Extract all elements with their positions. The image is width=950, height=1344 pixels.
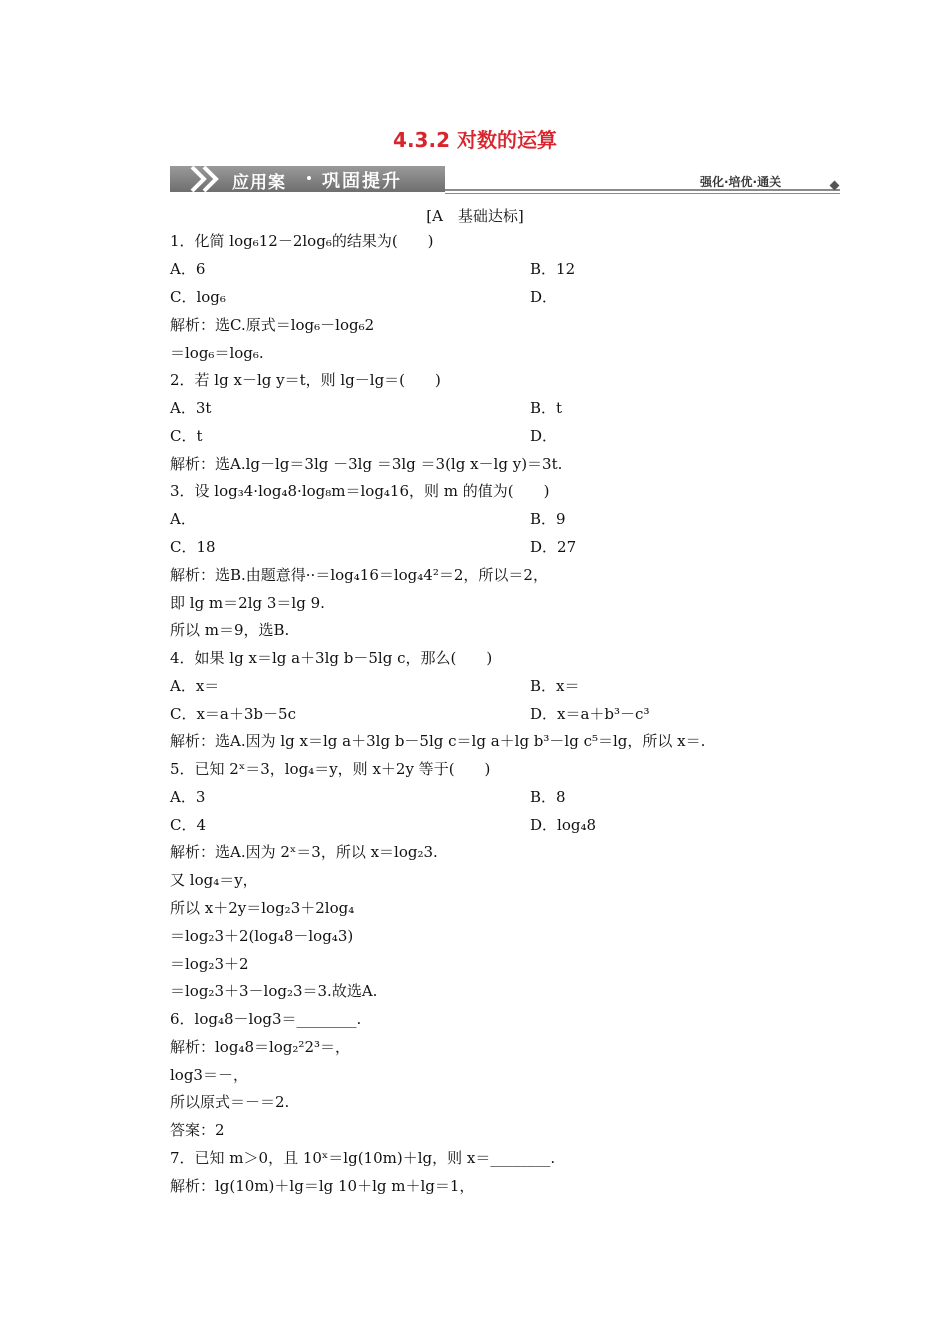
q2-option-a: A．3t	[170, 399, 212, 417]
q7-solution-1: 解析：lg(10m)＋lg＝lg 10＋lg m＋lg＝1，	[170, 1177, 475, 1195]
q5-solution-3: 所以 x＋2y＝log₂3＋2log₄	[170, 899, 355, 917]
q5-option-b: B．8	[530, 788, 566, 806]
banner-label-left: 应用案	[232, 173, 286, 193]
q3-option-d: D．27	[530, 538, 577, 556]
q6-answer: 答案：2	[170, 1121, 225, 1139]
section-heading: [A 基础达标]	[426, 207, 524, 225]
q5-solution-4: ＝log₂3＋2(log₄8－log₄3)	[170, 927, 354, 945]
q2-solution: 解析：选A.lg－lg＝3lg －3lg ＝3lg ＝3(lg x－lg y)＝3t.	[170, 455, 563, 473]
q1-option-b: B．12	[530, 260, 576, 278]
q2-option-b: B．t	[530, 399, 563, 417]
q6-solution-1: 解析：log₄8＝log₂²2³＝，	[170, 1038, 351, 1056]
q3-option-c: C．18	[170, 538, 216, 556]
question-6: 6．log₄8－log3＝________.	[170, 1010, 362, 1028]
q5-option-c: C．4	[170, 816, 207, 834]
banner-tag: 强化·培优·通关	[700, 175, 782, 189]
q5-solution-6: ＝log₂3＋3－log₂3＝3.故选A.	[170, 982, 378, 1000]
q3-solution-3: 所以 m＝9，选B.	[170, 621, 290, 639]
q1-solution-1: 解析：选C.原式＝log₆－log₆2	[170, 316, 375, 334]
question-2: 2．若 lg x－lg y＝t，则 lg－lg＝( )	[170, 371, 441, 389]
q4-option-a: A．x＝	[170, 677, 220, 695]
double-chevron-icon	[188, 164, 228, 194]
q6-solution-2: log3＝－，	[170, 1066, 248, 1084]
banner-rule-thin	[445, 193, 840, 194]
question-5: 5．已知 2ˣ＝3，log₄＝y，则 x＋2y 等于( )	[170, 760, 491, 778]
q5-solution-5: ＝log₂3＋2	[170, 955, 249, 973]
q5-solution-2: 又 log₄＝y，	[170, 871, 258, 889]
q5-solution-1: 解析：选A.因为 2ˣ＝3，所以 x＝log₂3.	[170, 843, 438, 861]
q4-option-c: C．x＝a＋3b－5c	[170, 705, 296, 723]
q3-option-a: A．	[170, 510, 196, 528]
banner-label-right: 巩固提升	[322, 171, 402, 192]
q5-option-d: D．log₄8	[530, 816, 597, 834]
q1-solution-2: ＝log₆＝log₆.	[170, 344, 264, 362]
q5-option-a: A．3	[170, 788, 206, 806]
q4-option-d: D．x＝a＋b³－c³	[530, 705, 650, 723]
q4-solution: 解析：选A.因为 lg x＝lg a＋3lg b－5lg c＝lg a＋lg b³－lg c⁵＝lg，所以 x＝.	[170, 732, 706, 750]
q1-option-a: A．6	[170, 260, 206, 278]
page-title: 4.3.2 对数的运算	[393, 128, 557, 152]
question-3: 3．设 log₃4·log₄8·log₈m＝log₄16，则 m 的值为( )	[170, 482, 550, 500]
q3-solution-2: 即 lg m＝2lg 3＝lg 9.	[170, 594, 325, 612]
q2-option-c: C．t	[170, 427, 203, 445]
q3-solution-1: 解析：选B.由题意得··＝log₄16＝log₄4²＝2，所以＝2，	[170, 566, 548, 584]
q4-option-b: B．x＝	[530, 677, 580, 695]
q1-option-c: C．log₆	[170, 288, 226, 306]
section-banner	[170, 162, 840, 196]
q1-option-d: D．	[530, 288, 558, 306]
q6-solution-3: 所以原式＝－＝2.	[170, 1093, 290, 1111]
question-7: 7．已知 m＞0，且 10ˣ＝lg(10m)＋lg，则 x＝________.	[170, 1149, 556, 1167]
q3-option-b: B．9	[530, 510, 566, 528]
question-4: 4．如果 lg x＝lg a＋3lg b－5lg c，那么( )	[170, 649, 493, 667]
question-1: 1．化简 log₆12－2log₆的结果为( )	[170, 232, 434, 250]
q2-option-d: D．	[530, 427, 558, 445]
banner-separator-dot	[307, 176, 311, 180]
